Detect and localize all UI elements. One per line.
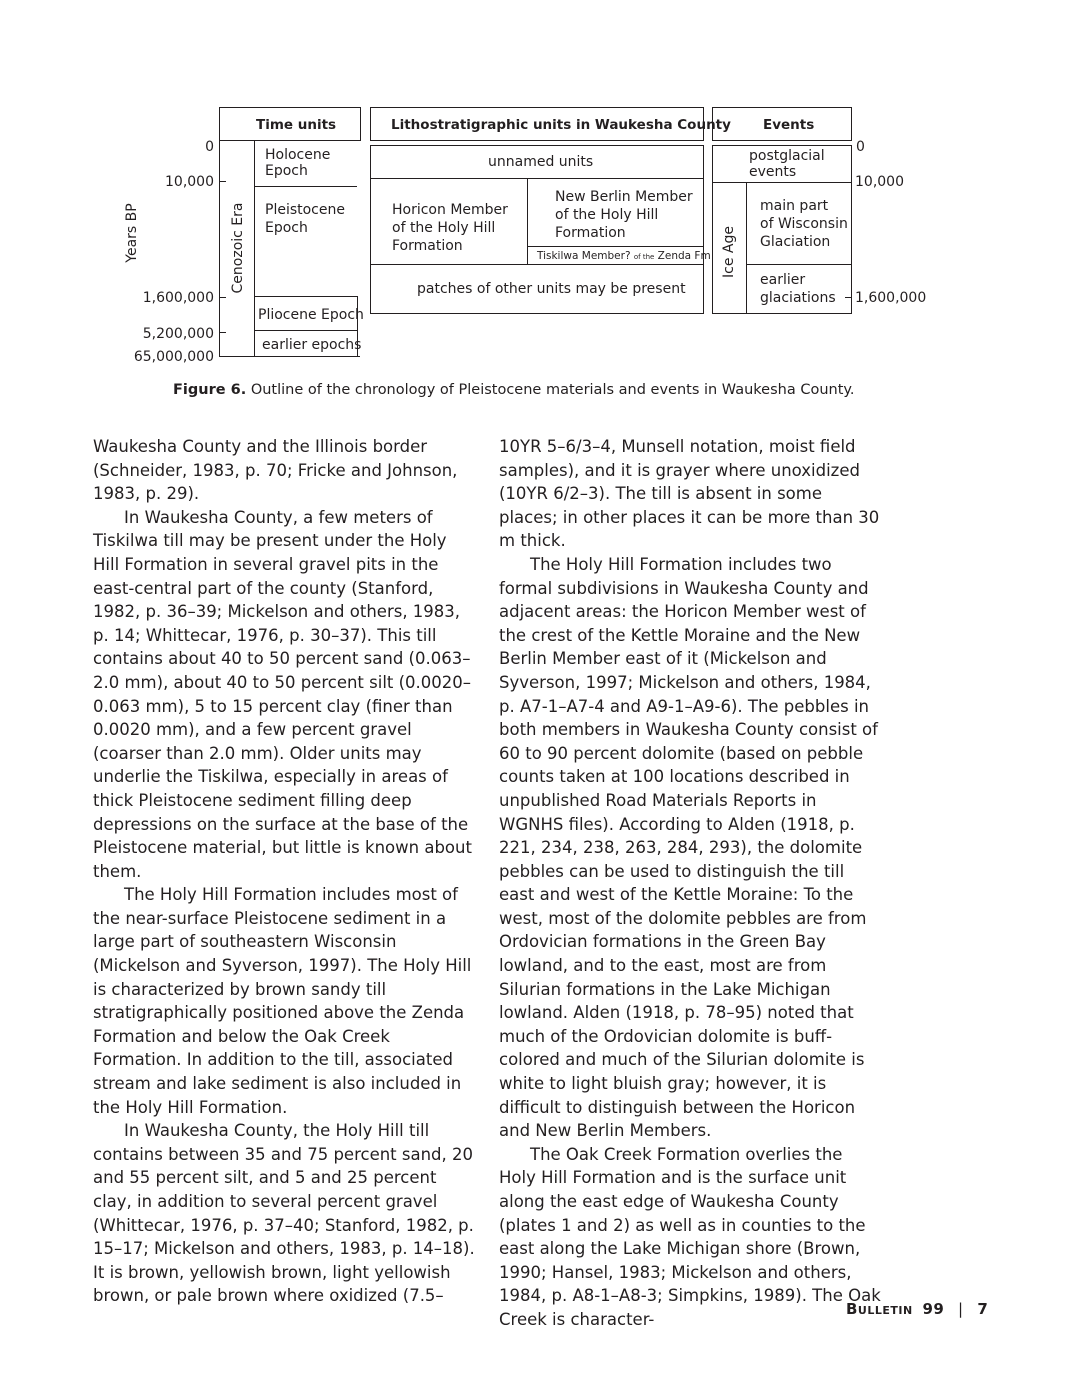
members-divider bbox=[527, 178, 528, 264]
right-tick-10000: 10,000 bbox=[855, 174, 904, 190]
paragraph: In Waukesha County, a few meters of Tiskilwa till may be present under the Holy Hill Formation in several gravel pits in the east-central part of the county (Stanford, 1982, p. 36–39; Mickelson and others, 1983, p. 14; Whittecar, 1976, p. 30–37). This till contains about 40 to 50 percent sand (0.063–2.0 mm), about 40 to 50 percent silt (0.0020–0.063 mm), 5 to 15 percent clay (finer than 0.0020 mm), and a few percent gravel (coarser than 2.0 mm). Older units may underlie the Tiskilwa, especially in areas of thick Pleistocene sediment filling deep depressions on the surface at the base of the Pleistocene material, but little is known about them. bbox=[93, 507, 472, 881]
bulletin-number: 99 bbox=[922, 1300, 945, 1318]
tick-mark bbox=[845, 297, 852, 298]
left-tick-10000: 10,000 bbox=[165, 174, 214, 190]
pleistocene-epoch: Pleistocene Epoch bbox=[265, 202, 345, 236]
caption-label: Figure 6. bbox=[173, 382, 247, 398]
footer-separator: | bbox=[958, 1300, 964, 1318]
tiskilwa-member bbox=[537, 250, 711, 262]
y-axis-label: Years BP bbox=[124, 203, 140, 263]
tick-mark bbox=[219, 297, 226, 298]
litho-header: Lithostratigraphic units in Waukesha County bbox=[391, 117, 731, 133]
left-tick-1600000: 1,600,000 bbox=[142, 290, 214, 306]
wisconsin-divider bbox=[746, 264, 852, 265]
left-tick-0: 0 bbox=[205, 139, 214, 155]
tick-mark bbox=[219, 181, 226, 182]
pliocene-top bbox=[254, 296, 357, 297]
cenozoic-era-label: Cenozoic Era bbox=[230, 202, 246, 294]
tiskilwa-zenda: Zenda Fm bbox=[657, 250, 711, 262]
paragraph: 10YR 5–6/3–4, Munsell notation, moist field samples), and it is grayer where unoxidized (10YR 6/2–3). The till is absent in some places; in other places it can be more than 30 m thick. bbox=[499, 437, 880, 551]
bulletin-label: Bulletin bbox=[846, 1300, 913, 1318]
horicon-member: Horicon Member of the Holy Hill Formation bbox=[392, 202, 508, 254]
pliocene-bottom bbox=[254, 330, 357, 331]
tick-mark bbox=[219, 332, 226, 333]
time-axis-line bbox=[219, 141, 220, 356]
earlier-glaciations: earlier glaciations bbox=[760, 272, 836, 306]
figure-caption bbox=[173, 382, 855, 398]
pliocene-epoch: Pliocene Epoch bbox=[258, 307, 364, 323]
tiskilwa-name: Tiskilwa Member? bbox=[537, 250, 631, 262]
wisconsin-glaciation: main part of Wisconsin Glaciation bbox=[760, 198, 848, 250]
left-tick-5200000: 5,200,000 bbox=[142, 326, 214, 342]
ice-age-label: Ice Age bbox=[721, 226, 737, 278]
time-axis-bottom bbox=[219, 356, 360, 357]
postglacial-events: postglacial events bbox=[749, 148, 825, 180]
left-tick-65000000: 65,000,000 bbox=[133, 349, 214, 365]
holocene-epoch: Holocene Epoch bbox=[265, 147, 331, 179]
ice-age-divider bbox=[746, 182, 747, 314]
right-tick-1600000: 1,600,000 bbox=[855, 290, 927, 306]
page-footer bbox=[846, 1300, 988, 1318]
patches-divider bbox=[370, 264, 704, 265]
patches-text: patches of other units may be present bbox=[417, 281, 686, 297]
right-tick-0: 0 bbox=[856, 139, 865, 155]
paragraph: Waukesha County and the Illinois border (Schneider, 1983, p. 70; Fricke and Johnson, 1983, p. 29). bbox=[93, 437, 458, 504]
tiskilwa-of-the: of the bbox=[633, 253, 655, 261]
paragraph: The Holy Hill Formation includes most of the near-surface Pleistocene sediment in a large part of southeastern Wisconsin (Mickelson and Syverson, 1997). The Holy Hill is characterized by brown sandy till stratigraphically positioned above the Zenda Formation and below the Oak Creek Formation. In addition to the till, associated stream and lake sediment is also included in the Holy Hill Formation. bbox=[93, 885, 472, 1117]
caption-text: Outline of the chronology of Pleistocene materials and events in Waukesha County. bbox=[246, 382, 855, 398]
new-berlin-member: New Berlin Member of the Holy Hill Formation bbox=[555, 189, 693, 241]
paragraph: The Holy Hill Formation includes two formal subdivisions in Waukesha County and adjacent areas: the Horicon Member west of the crest of the Kettle Moraine and the New Berlin Member east of it (Mickelson and Syverson, 1997; Mickelson and others, 1984, p. A7-1–A7-4 and A9-1–A9-6). The pebbles in both members in Waukesha County consist of 60 to 90 percent dolomite (based on pebble counts taken at 100 locations described in unpublished Road Materials Reports in WGNHS files). According to Alden (1918, p. 221, 234, 238, 263, 284, 293), the dolomite pebbles can be used to distinguish the till east and west of the Kettle Moraine: To the west, most of the dolomite pebbles are from Ordovician formations in the Green Bay lowland, and to the east, most are from Silurian formations in the Lake Michigan lowland. Alden (1918, p. 78–95) noted that much of the Ordovician dolomite is buff-colored and much of the Silurian dolomite is white to light bluish gray; however, it is difficult to distinguish between the Horicon and New Berlin Members. bbox=[499, 554, 878, 1141]
page-number: 7 bbox=[977, 1300, 989, 1318]
time-units-header: Time units bbox=[256, 117, 337, 133]
earlier-epochs: earlier epochs bbox=[262, 337, 362, 353]
paragraph: In Waukesha County, the Holy Hill till contains between 35 and 75 percent sand, 20 and 55 percent silt, and 5 and 25 percent clay, in addition to several percent gravel (Whittecar, 1976, p. 37–40; Stanford, 1982, p. 15–17; Mickelson and others, 1983, p. 14–18). It is brown, yellowish brown, light yellowish brown, or pale brown where oxidized (7.5– bbox=[93, 1121, 475, 1306]
paragraph: The Oak Creek Formation overlies the Holy Hill Formation and is the surface unit along the east edge of Waukesha County (plates 1 and 2) as well as in counties to the east along the Lake Michigan shore (Brown, 1990; Hansel, 1983; Mickelson and others, 1984, p. A8-1–A8-3; Simpkins, 1989). The Oak Creek is character- bbox=[499, 1144, 881, 1329]
left-column bbox=[93, 435, 475, 1308]
right-column bbox=[499, 435, 881, 1332]
era-divider bbox=[254, 141, 255, 356]
tiskilwa-divider bbox=[527, 246, 704, 247]
unnamed-divider bbox=[370, 178, 704, 179]
unnamed-units: unnamed units bbox=[488, 154, 594, 170]
holocene-divider bbox=[254, 186, 357, 187]
postglacial-divider bbox=[712, 182, 852, 183]
events-header: Events bbox=[763, 117, 815, 133]
